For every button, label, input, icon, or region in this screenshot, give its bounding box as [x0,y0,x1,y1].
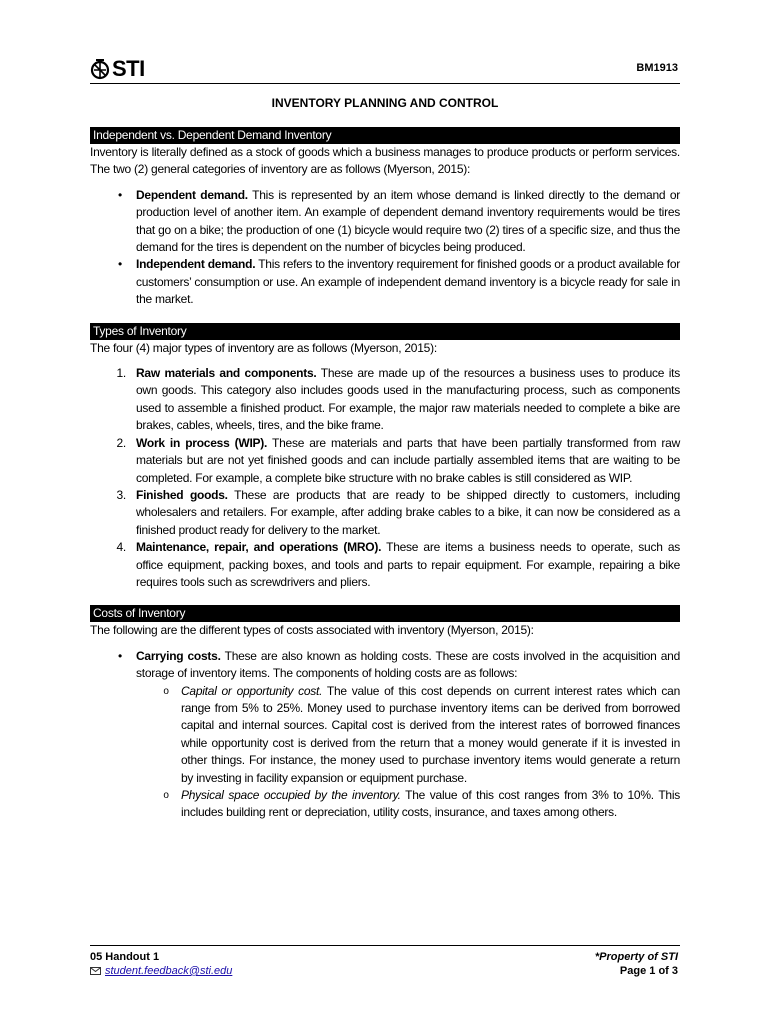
item-term: Maintenance, repair, and operations (MRO). [136,540,382,555]
item-term: Raw materials and components. [136,366,317,381]
item-text: This refers to the inventory requirement for finished goods or a product available for customers’ consumption or use. An example of independent demand inventory is a bicycle ready for sale in the market. [136,257,680,307]
list-item [90,648,680,822]
section-heading-types: Types of Inventory [90,323,680,340]
list-item [90,435,680,487]
item-text: This is represented by an item whose demand is linked directly to the demand or production level of another item. An example of dependent demand inventory requirements would be tires that go on a bike; the production of one (1) bicycle would require two (2) tires of a specific size, and thus the demand for the tires is dependent on the number of bicycles being produced. [136,187,681,255]
sti-logo [90,56,145,82]
circle-bullet-icon: o [163,685,169,697]
sub-list-item [136,787,680,822]
sub-item-text: The value of this cost depends on current interest rates which can range from 5% to 25%. Money used to purchase inventory items can be derived from borrowed capital and internal sources. Capital cost is derived from the interest rates of borrowed finances while opportunity cost is derived from the return that a money would generate if it is invested in other things. For instance, the money used to purchase inventory items would generate a return by investing in facility expansion or equipment purchase. [181,683,680,785]
sub-list-item [136,683,680,787]
page-number: Page 1 of 3 [619,965,678,977]
header-divider [90,83,680,84]
item-text: These are items a business needs to operate, such as office equipment, packing boxes, and tools and parts to repair equipment. For example, repairing a bike requires tools such as screwdrivers and pliers. [136,540,680,589]
section-intro: Inventory is literally defined as a stock of goods which a business manages to produce products or perform services. The two (2) general categories of inventory are as follows (Myerson, 2015): [90,145,680,177]
item-number: 3. [116,487,126,502]
item-number: 1. [116,366,126,381]
item-number: 4. [116,540,126,555]
list-item [90,539,680,591]
sti-globe-icon [90,58,110,80]
handout-label: 05 Handout 1 [90,951,160,963]
section-intro: The four (4) major types of inventory are as follows (Myerson, 2015): [90,340,437,355]
demand-list [90,187,680,309]
item-text: These are made up of the resources a business uses to produce its own goods. This category also includes goods used in the manufacturing process, such as components used to assemble a finished product. For example, the major raw materials needed to complete a bike are brakes, cables, wheels, tires, and the bike frame. [136,366,680,433]
document-id: BM1913 [636,62,678,74]
sub-item-term: Capital or opportunity cost. [181,683,323,698]
section-heading-costs: Costs of Inventory [90,605,680,622]
bullet-icon: • [118,187,122,202]
carrying-cost-sublist [136,683,680,822]
list-item [90,487,680,539]
mail-icon [90,967,101,975]
circle-bullet-icon: o [163,790,169,801]
item-term: Dependent demand. [136,187,248,202]
list-item [90,187,680,257]
types-list [90,365,680,591]
item-text: These are materials and parts that have been partially transformed from raw materials but are not yet finished goods and can include partially assembled items that are waiting to be completed. For example, a complete bike structure with no brake cables is still considered as WIP. [136,435,680,485]
bullet-icon: • [118,648,122,663]
item-term: Carrying costs. [136,648,221,663]
list-item [90,256,680,308]
page-title: INVENTORY PLANNING AND CONTROL [271,96,499,110]
section-heading-demand: Independent vs. Dependent Demand Inventory [90,127,680,144]
item-term: Work in process (WIP). [136,435,268,450]
section-intro: The following are the different types of costs associated with inventory (Myerson, 2015): [90,623,534,638]
bullet-icon: • [118,257,122,272]
item-number: 2. [116,435,126,450]
list-item [90,365,680,435]
sub-item-term: Physical space occupied by the inventory. [181,788,401,802]
footer-divider [90,945,680,946]
item-text: These are also known as holding costs. These are costs involved in the acquisition and storage of inventory items. The components of holding costs are as follows: [136,648,680,681]
document-body [90,127,680,822]
item-term: Independent demand. [136,257,256,272]
feedback-email-link[interactable] [90,965,232,977]
sub-item-text: The value of this cost ranges from 3% to 10%. This includes building rent or depreciation, utility costs, insurance, and taxes among others. [181,788,681,820]
logo-text: STI [112,56,145,81]
item-term: Finished goods. [136,487,228,502]
email-text[interactable]: student.feedback@sti.edu [105,965,233,977]
property-label: *Property of STI [594,951,678,963]
item-text: These are products that are ready to be shipped directly to customers, including wholesalers and retailers. For example, after adding brake cables to a bike, it can now be considered as a finished product ready for delivery to the market. [136,487,681,537]
costs-list [90,648,680,822]
